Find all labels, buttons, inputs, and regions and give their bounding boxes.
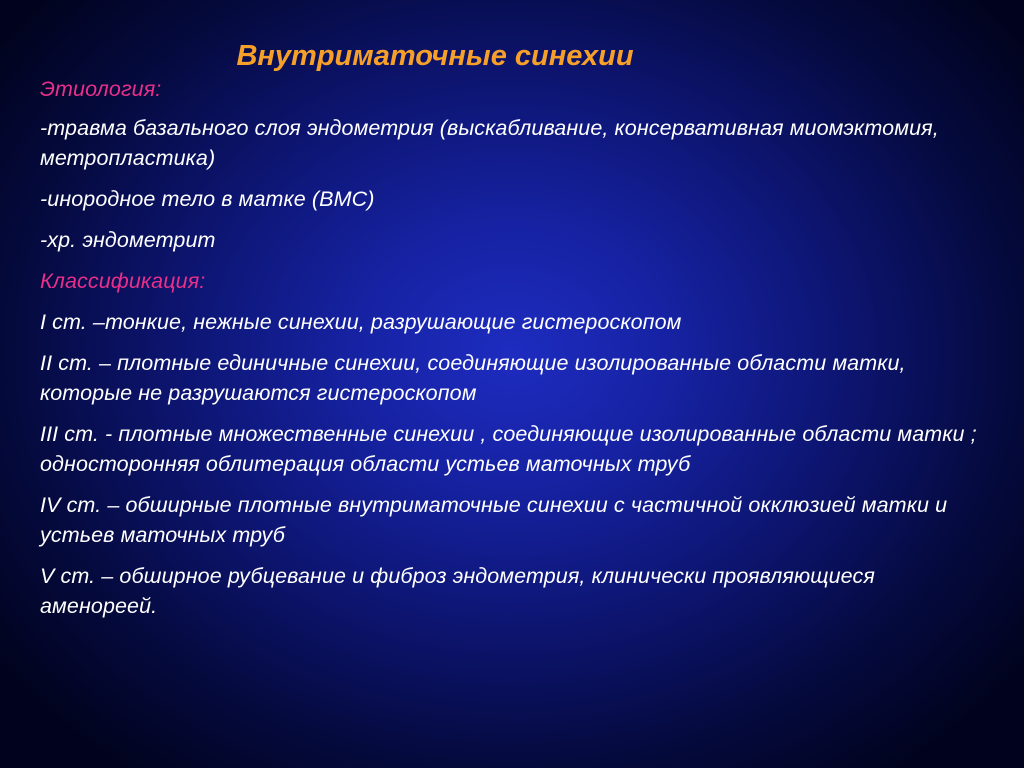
classification-item-3: III ст. - плотные множественные синехии , соединяющие изолированные области матки ; односторонняя облитерация области устьев маточных труб	[40, 422, 977, 476]
classification-item-5: V ст. – обширное рубцевание и фиброз эндометрия, клинически проявляющиеся аменореей.	[40, 564, 875, 618]
classification-item-1: I ст. –тонкие, нежные синехии, разрушающие гистероскопом	[40, 310, 682, 334]
slide-content	[40, 74, 990, 632]
etiology-heading: Этиология:	[40, 77, 162, 101]
slide-title: Внутриматочные синехии	[236, 40, 634, 72]
classification-heading: Классификация:	[40, 269, 206, 293]
classification-item-2: II ст. – плотные единичные синехии, соединяющие изолированные области матки, которые не разрушаются гистероскопом	[40, 351, 906, 405]
etiology-item-foreign-body: -инородное тело в матке (ВМС)	[40, 187, 375, 211]
etiology-item-trauma: -травма базального слоя эндометрия (выскабливание, консервативная миомэктомия, метропластика)	[40, 116, 939, 170]
classification-item-4: IV ст. – обширные плотные внутриматочные синехии с частичной окклюзией матки и устьев маточных труб	[40, 493, 948, 547]
etiology-item-endometritis: -хр. эндометрит	[40, 228, 216, 252]
